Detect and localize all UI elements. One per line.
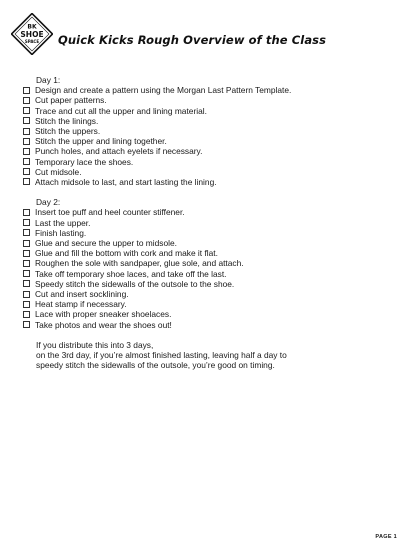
checklist-item	[23, 269, 403, 279]
checkbox[interactable]	[23, 260, 30, 267]
checklist-item	[23, 299, 403, 309]
checklist-item-text: Cut paper patterns.	[35, 95, 107, 106]
day-1-section	[23, 75, 403, 187]
checkbox[interactable]	[23, 97, 30, 104]
checkbox[interactable]	[23, 209, 30, 216]
checkbox[interactable]	[23, 291, 30, 298]
checkbox[interactable]	[23, 219, 30, 226]
logo-text-bottom: SPACE	[24, 39, 40, 44]
checklist-item-text: Stitch the linings.	[35, 115, 99, 126]
checklist-item-text: Heat stamp if necessary.	[35, 299, 127, 310]
checklist-item	[23, 289, 403, 299]
checklist-item-text: Temporary lace the shoes.	[35, 156, 134, 167]
checklist-item	[23, 218, 403, 228]
checkbox[interactable]	[23, 240, 30, 247]
checklist-item	[23, 258, 403, 268]
checklist-item	[23, 279, 403, 289]
logo-text-middle: SHOE	[20, 30, 44, 39]
checklist-item-text: Take photos and wear the shoes out!	[35, 319, 172, 330]
checklist-item-text: Finish lasting.	[35, 227, 87, 238]
checklist-item-text: Speedy stitch the sidewalls of the outsole to the shoe.	[35, 278, 235, 289]
checkbox[interactable]	[23, 107, 30, 114]
day-2-label: Day 2:	[36, 197, 61, 208]
checklist-item-text: Punch holes, and attach eyelets if necessary.	[35, 146, 203, 157]
checkbox[interactable]	[23, 168, 30, 175]
checklist-item-text: Glue and fill the bottom with cork and make it flat.	[35, 248, 218, 259]
checklist-item-text: Insert toe puff and heel counter stiffener.	[35, 207, 185, 218]
page-title: Quick Kicks Rough Overview of the Class	[58, 33, 327, 47]
checkbox[interactable]	[23, 301, 30, 308]
bk-shoe-space-logo	[11, 13, 53, 55]
checkbox[interactable]	[23, 148, 30, 155]
checklist-item-text: Attach midsole to last, and start lasting the lining.	[35, 176, 217, 187]
checklist-item	[23, 248, 403, 258]
summary-line-3: speedy stitch the sidewalls of the outsole, you’re good on timing.	[36, 360, 275, 371]
checkbox[interactable]	[23, 117, 30, 124]
checkbox[interactable]	[23, 311, 30, 318]
checklist-item-text: Glue and secure the upper to midsole.	[35, 238, 177, 248]
checklist-item	[23, 136, 403, 146]
day-2-checklist	[23, 207, 403, 329]
checkbox[interactable]	[23, 321, 30, 328]
checkbox[interactable]	[23, 250, 30, 257]
checkbox[interactable]	[23, 280, 30, 287]
checklist-item-text: Cut and insert socklining.	[35, 288, 129, 299]
checklist-item	[23, 238, 403, 248]
checklist-item-text: Trace and cut all the upper and lining material.	[35, 105, 207, 116]
checklist-item	[23, 157, 403, 167]
checklist-item	[23, 116, 403, 126]
checklist-item	[23, 146, 403, 156]
checkbox[interactable]	[23, 138, 30, 145]
summary-line-2: on the 3rd day, if you’re almost finished lasting, leaving half a day to	[36, 350, 287, 361]
checklist-item	[23, 228, 403, 238]
day-2-section	[23, 197, 403, 329]
day-1-label: Day 1:	[36, 75, 61, 85]
logo-text-top: BK	[27, 23, 37, 31]
checklist-item-text: Design and create a pattern using the Morgan Last Pattern Template.	[35, 85, 292, 96]
checklist-item	[23, 207, 403, 217]
checklist-item-text: Stitch the uppers.	[35, 125, 101, 136]
checkbox[interactable]	[23, 158, 30, 165]
day-1-checklist	[23, 85, 403, 187]
checklist-item	[23, 309, 403, 319]
checklist-item-text: Cut midsole.	[35, 166, 82, 177]
checklist-item-text: Last the upper.	[35, 217, 91, 228]
checklist-item-text: Roughen the sole with sandpaper, glue sole, and attach.	[35, 258, 244, 269]
checkbox[interactable]	[23, 128, 30, 135]
checklist-item	[23, 177, 403, 187]
checklist-item	[23, 126, 403, 136]
page-number: PAGE 1	[375, 534, 397, 540]
checkbox[interactable]	[23, 178, 30, 185]
checkbox[interactable]	[23, 229, 30, 236]
checkbox[interactable]	[23, 87, 30, 94]
checklist-item	[23, 95, 403, 105]
checklist-item	[23, 106, 403, 116]
checklist-item	[23, 167, 403, 177]
summary-line-1: If you distribute this into 3 days,	[36, 339, 154, 350]
checklist-item-text: Stitch the upper and lining together.	[35, 136, 167, 147]
checklist-item-text: Lace with proper sneaker shoelaces.	[35, 309, 172, 320]
checklist-item-text: Take off temporary shoe laces, and take off the last.	[35, 268, 227, 279]
checklist-item	[23, 320, 403, 330]
checkbox[interactable]	[23, 270, 30, 277]
class-overview	[23, 75, 403, 370]
timing-summary	[23, 340, 403, 371]
checklist-item	[23, 85, 403, 95]
